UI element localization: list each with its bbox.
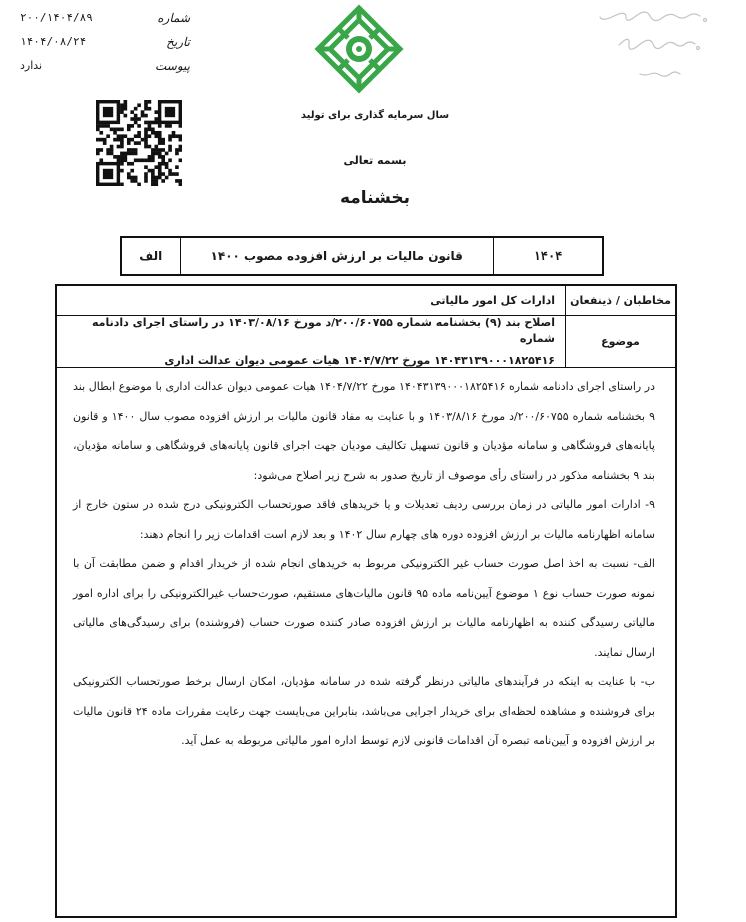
letter-attachment-row [20, 54, 190, 78]
year-slogan: سال سرمایه گذاری برای تولید [300, 110, 450, 121]
body-paragraph-intro: در راستای اجرای دادنامه شماره ۱۴۰۴۳۱۳۹۰۰۰۱۸۲۵۴۱۶ مورخ ۱۴۰۴/۷/۲۲ هیات عمومی دیوان عدالت اداری با موضوع ابطال بند ۹ بخشنامه شماره ۲۰۰/۶۰۷۵۵/د مورخ ۱۴۰۳/۸/۱۶ و با عنایت به مفاد قانون مالیات بر ارزش افزوده مصوب سال ۱۴۰۰ و قانون پایانه‌های فروشگاهی و سامانه مؤدیان و قانون تسهیل تکالیف مودیان جهت اجرای قانون پایانه‌های فروشگاهی و سامانه مؤدیان، بند ۹ بخشنامه مذکور در راستای رأی موصوف از تاریخ صدور به شرح زیر اصلاح می‌شود: [73, 380, 655, 482]
date-value: ۱۴۰۴/۰۸/۲۴ [20, 35, 87, 48]
year-cell: ۱۴۰۴ [493, 238, 602, 274]
code-cell: الف [139, 249, 163, 263]
law-title-table [120, 236, 604, 276]
subject-value [57, 316, 565, 367]
attachment-label: پیوست [155, 59, 190, 73]
circular-text [57, 372, 675, 756]
tax-organization-emblem-icon [314, 4, 404, 94]
body-paragraph-alef: الف- نسبت به اخذ اصل صورت حساب غیر الکترونیکی مربوط به خریدهای انجام شده از خریدار اقدام و ضمن مطابقت آن با نمونه صورت حساب نوع ۱ موضوع آیین‌نامه ماده ۹۵ قانون مالیات‌های مستقیم، صورت‌حساب غیرالکترونیکی را برای اداره امور مالیاتی رسیدگی کننده به اظهارنامه مالیات بر ارزش افزوده صادر کننده صورت حساب (فروشنده) برای رسیدگی‌های مالیاتی ارسال نمایند. [73, 557, 655, 659]
letter-number-row [20, 6, 190, 30]
subject-line-2: ۱۴۰۴۳۱۳۹۰۰۰۱۸۲۵۴۱۶ مورخ ۱۴۰۴/۷/۲۲ هیات عمومی دیوان عدالت اداری [164, 353, 555, 367]
circular-body-box [55, 284, 677, 918]
number-value: ۲۰۰/۱۴۰۴/۸۹ [20, 11, 93, 24]
qr-code-icon [96, 100, 182, 186]
subject-line-1: اصلاح بند (۹) بخشنامه شماره ۲۰۰/۶۰۷۵۵/د مورخ ۱۴۰۳/۰۸/۱۶ در راستای اجرای دادنامه شماره [92, 315, 555, 345]
letter-meta [20, 6, 190, 78]
audience-value: ادارات کل امور مالیاتی [430, 294, 555, 307]
body-paragraph-be: ب- با عنایت به اینکه در فرآیندهای مالیاتی درنظر گرفته شده در سامانه مؤدیان، امکان ارسال برخط صورتحساب الکترونیکی برای فروشنده و مشاهده لحظه‌ای برای خریدار اجرایی می‌باشد، بنابراین می‌بایست جهت رعایت مقررات ماده ۲۴ قانون مالیات بر ارزش افزوده و آیین‌نامه تبصره آن اقدامات قانونی لازم توسط اداره امور مالیاتی مربوطه به عمل آید. [73, 675, 655, 747]
bismillah: بسمه تعالی [343, 154, 407, 167]
number-label: شماره [157, 11, 190, 25]
audience-label: مخاطبان / ذینفعان [565, 286, 675, 315]
letter-date-row [20, 30, 190, 54]
body-paragraph-clause-9: ۹- ادارات امور مالیاتی در زمان بررسی ردیف تعدیلات و یا خریدهای فاقد صورتحساب الکترونیکی درج شده در ستون خارج از سامانه اظهارنامه مالیات بر ارزش افزوده دوره های چهارم سال ۱۴۰۲ و بعد لازم است اقدامات زیر را انجام دهند: [73, 498, 655, 541]
document-type-title: بخشنامه [339, 188, 411, 208]
law-title-cell: قانون مالیات بر ارزش افزوده مصوب ۱۴۰۰ [180, 238, 493, 274]
date-label: تاریخ [166, 35, 190, 49]
subject-label: موضوع [565, 316, 675, 367]
audience-row [57, 286, 675, 316]
handwritten-notes [540, 4, 710, 91]
subject-row [57, 316, 675, 368]
attachment-value: ندارد [20, 59, 43, 72]
